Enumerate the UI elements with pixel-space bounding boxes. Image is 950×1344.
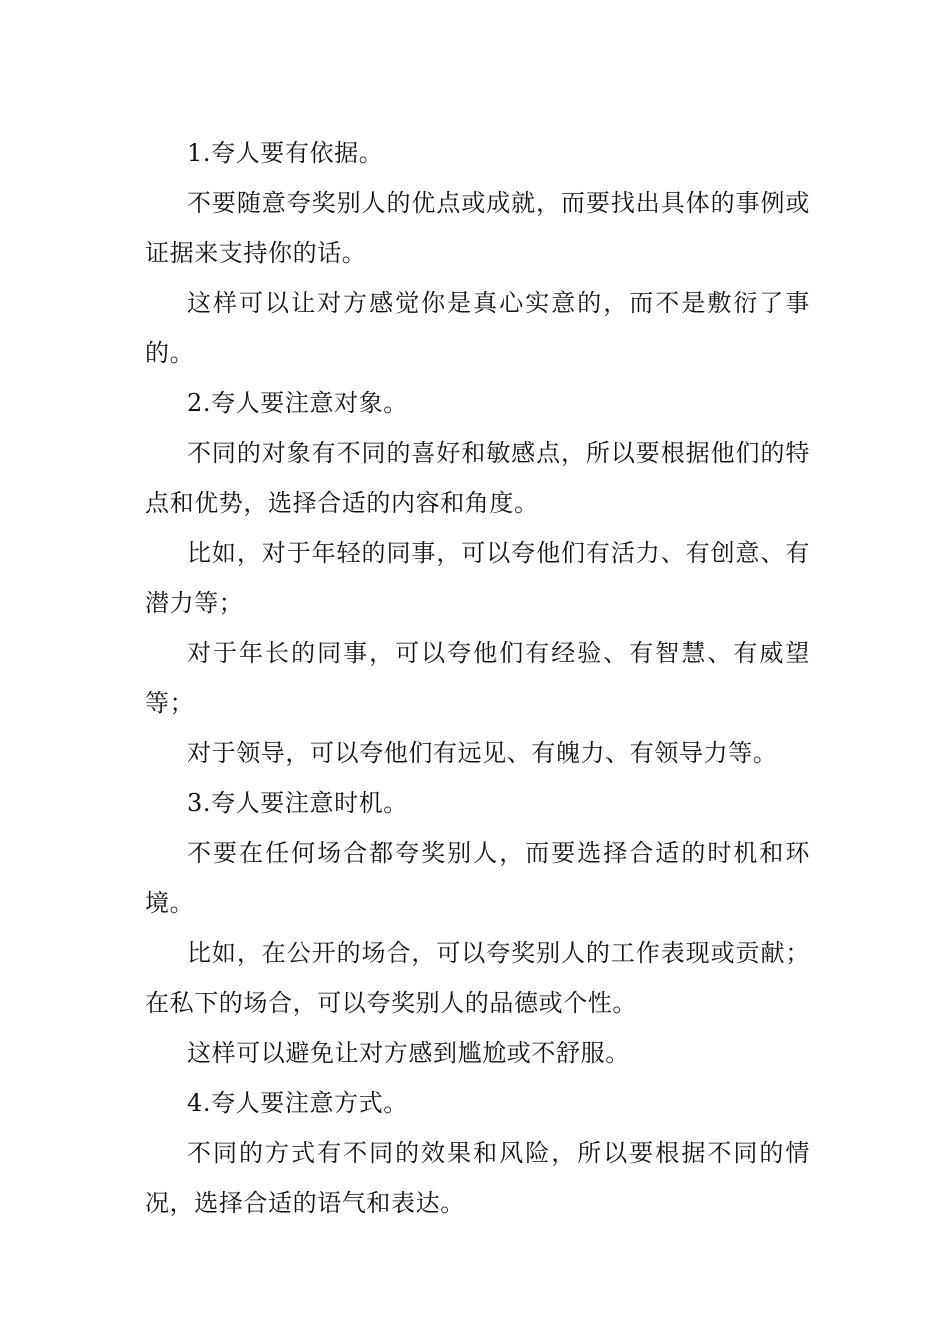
paragraph: 比如，在公开的场合，可以夸奖别人的工作表现或贡献；在私下的场合，可以夸奖别人的品德或个性。: [145, 939, 810, 1017]
paragraph: 比如，对于年轻的同事，可以夸他们有活力、有创意、有潜力等；: [145, 539, 810, 617]
paragraph: 这样可以避免让对方感到尴尬或不舒服。: [187, 1039, 630, 1067]
document-body: [145, 128, 810, 1228]
paragraph: 不要在任何场合都夸奖别人，而要选择合适的时机和环境。: [145, 839, 810, 917]
heading-4: 4.夸人要注意方式。: [187, 1089, 408, 1117]
paragraph: 对于年长的同事，可以夸他们有经验、有智慧、有威望等；: [145, 639, 810, 717]
paragraph: 不同的方式有不同的效果和风险，所以要根据不同的情况，选择合适的语气和表达。: [145, 1139, 810, 1217]
paragraph: 这样可以让对方感觉你是真心实意的，而不是敷衍了事的。: [145, 289, 810, 367]
heading-2: 2.夸人要注意对象。: [187, 389, 408, 417]
heading-3: 3.夸人要注意时机。: [187, 789, 408, 817]
paragraph: 对于领导，可以夸他们有远见、有魄力、有领导力等。: [187, 739, 778, 767]
heading-1: 1.夸人要有依据。: [187, 139, 384, 167]
paragraph: 不同的对象有不同的喜好和敏感点，所以要根据他们的特点和优势，选择合适的内容和角度。: [145, 439, 810, 517]
paragraph: 不要随意夸奖别人的优点或成就，而要找出具体的事例或证据来支持你的话。: [145, 189, 810, 267]
